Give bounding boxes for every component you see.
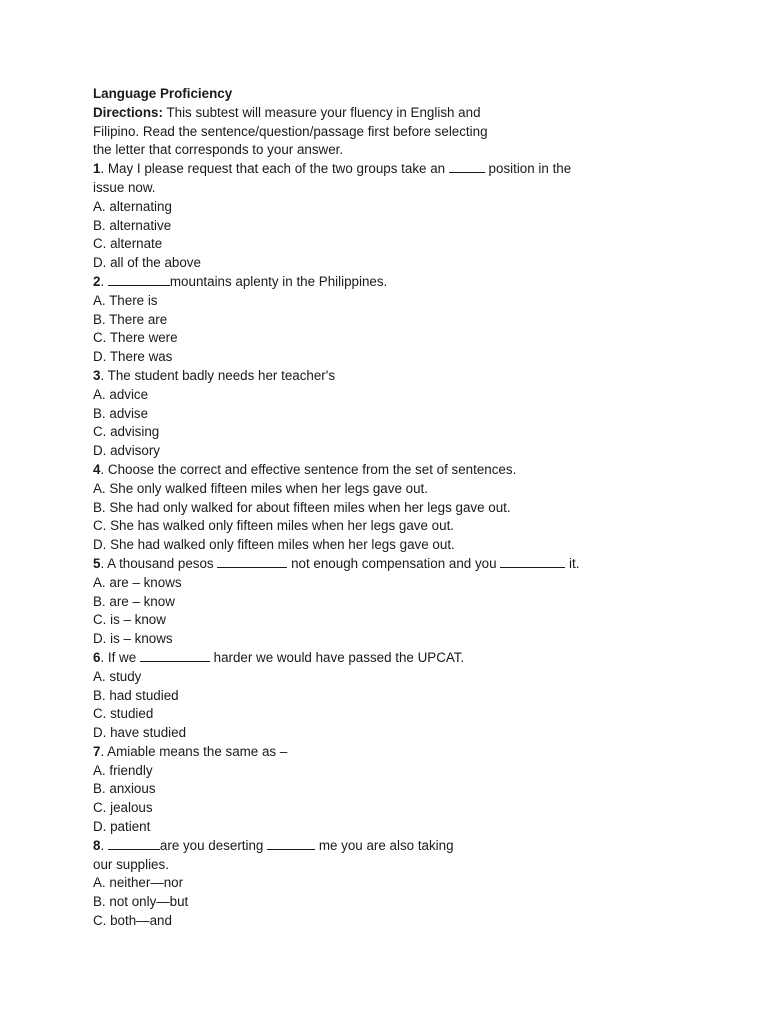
question-1-continuation: issue now. [93, 179, 156, 195]
document-page [93, 85, 693, 931]
question-number: 5 [93, 555, 101, 571]
question-8 [93, 837, 693, 856]
question-number: 3 [93, 367, 101, 383]
answer-blank [217, 555, 287, 568]
question-text: . A thousand pesos [100, 555, 218, 571]
option: C. There were [93, 330, 178, 346]
question-text-mid: not enough compensation and you [287, 555, 501, 571]
option: A. She only walked fifteen miles when her legs gave out. [93, 480, 428, 496]
question-number: 8 [93, 837, 101, 853]
question-text-post: mountains aplenty in the Philippines. [169, 273, 388, 289]
option: A. friendly [93, 762, 153, 778]
directions-label: Directions: [93, 104, 163, 120]
option: B. had studied [93, 687, 179, 703]
question-text-mid: are you deserting [159, 837, 268, 853]
option: A. alternating [93, 198, 172, 214]
question-text-post: position in the [484, 161, 572, 177]
option: C. She has walked only fifteen miles when her legs gave out. [93, 518, 455, 534]
question-text: . Amiable means the same as – [100, 743, 288, 759]
answer-blank [108, 273, 170, 286]
question-number: 6 [93, 649, 101, 665]
directions-line-2: Filipino. Read the sentence/question/passage first before selecting [93, 123, 488, 139]
question-text: . [100, 837, 108, 853]
question-number: 4 [93, 461, 101, 477]
option: C. alternate [93, 236, 163, 252]
option: D. is – knows [93, 631, 173, 647]
question-number: 7 [93, 743, 101, 759]
option: A. advice [93, 386, 149, 402]
question-3 [93, 367, 693, 386]
question-text: . The student badly needs her teacher's [100, 367, 336, 383]
question-text-post: me you are also taking [315, 837, 454, 853]
option: B. anxious [93, 781, 156, 797]
question-number: 2 [93, 273, 101, 289]
option: D. There was [93, 349, 173, 365]
question-6 [93, 649, 693, 668]
question-4 [93, 461, 693, 480]
directions-text-1: This subtest will measure your fluency in English and [166, 104, 481, 120]
answer-blank [108, 837, 160, 850]
question-2 [93, 273, 693, 292]
answer-blank [449, 160, 485, 173]
question-text: . May I please request that each of the two groups take an [100, 161, 449, 177]
answer-blank [140, 649, 210, 662]
question-text: . Choose the correct and effective sentence from the set of sentences. [100, 461, 517, 477]
option: D. all of the above [93, 255, 201, 271]
option: A. There is [93, 292, 158, 308]
question-8-continuation: our supplies. [93, 856, 169, 872]
option: B. alternative [93, 217, 172, 233]
question-text-post: harder we would have passed the UPCAT. [209, 649, 465, 665]
option: B. There are [93, 311, 168, 327]
option: A. study [93, 668, 142, 684]
question-text: . [100, 273, 108, 289]
option: A. are – knows [93, 574, 182, 590]
option: A. neither—nor [93, 875, 184, 891]
question-1 [93, 160, 693, 179]
question-7 [93, 743, 693, 762]
option: D. have studied [93, 725, 187, 741]
option: D. advisory [93, 443, 160, 459]
option: C. advising [93, 424, 160, 440]
option: D. patient [93, 819, 151, 835]
option: B. She had only walked for about fifteen miles when her legs gave out. [93, 499, 511, 515]
option: B. are – know [93, 593, 175, 609]
option: C. both—and [93, 913, 172, 929]
document-title: Language Proficiency [93, 86, 233, 101]
option: B. not only—but [93, 894, 189, 910]
option: B. advise [93, 405, 149, 421]
question-text: . If we [100, 649, 140, 665]
directions-line-1 [93, 104, 693, 123]
option: D. She had walked only fifteen miles when her legs gave out. [93, 537, 455, 553]
answer-blank [267, 837, 315, 850]
directions-line-3: the letter that corresponds to your answer. [93, 142, 344, 158]
option: C. is – know [93, 612, 166, 628]
question-number: 1 [93, 161, 101, 177]
question-5 [93, 555, 693, 574]
option: C. studied [93, 706, 154, 722]
option: C. jealous [93, 800, 153, 816]
answer-blank [500, 555, 565, 568]
question-text-post: it. [565, 555, 580, 571]
